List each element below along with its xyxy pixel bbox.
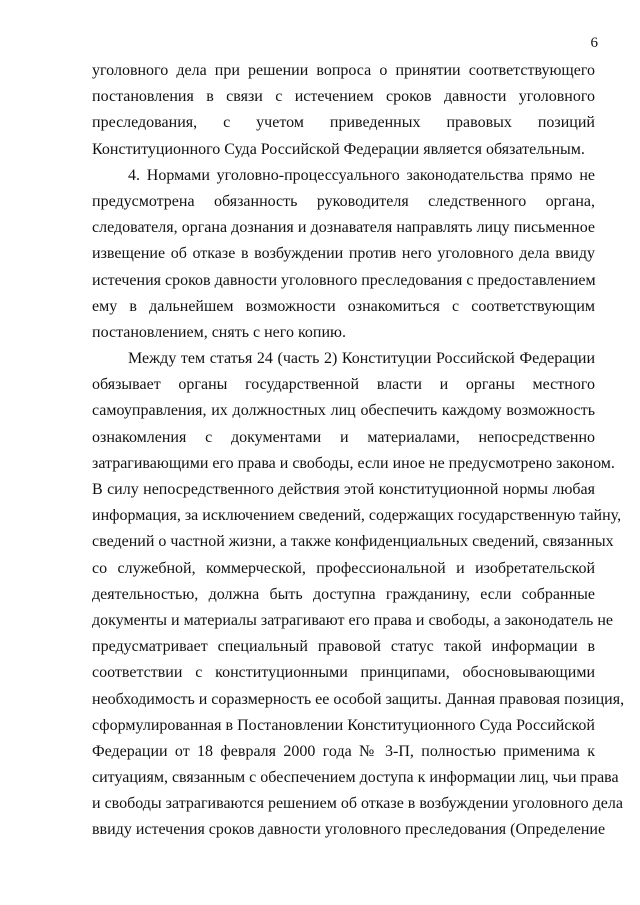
text-line: информация, за исключением сведений, содержащих государственную тайну, [92,507,622,525]
text-line: ситуациям, связанным с обеспечением доступа к информации лиц, чьи права [92,769,619,787]
text-line: предусмотрена обязанность руководителя следственного органа, [92,192,595,210]
text-line: Конституционного Суда Российской Федерации является обязательным. [92,140,585,158]
document-body [92,58,625,844]
text-line: со служебной, коммерческой, профессиональной и изобретательской [92,559,595,577]
text-line: сформулированная в Постановлении Конституционного Суда Российской [92,716,595,734]
text-line: ввиду истечения сроков давности уголовного преследования (Определение [92,821,606,839]
text-line: самоуправления, их должностных лиц обеспечить каждому возможность [92,402,595,420]
text-line: В силу непосредственного действия этой конституционной нормы любая [92,481,595,498]
text-line: обязывает органы государственной власти и органы местного [92,376,595,394]
text-line: извещение об отказе в возбуждении против него уголовного дела ввиду [92,245,595,263]
text-line: деятельностью, должна быть доступна гражданину, если собранные [92,585,595,603]
text-line: сведений о частной жизни, а также конфиденциальных сведений, связанных [92,533,614,551]
text-line: следователя, органа дознания и дознавателя направлять лицу письменное [92,219,595,237]
text-line: ему в дальнейшем возможности ознакомиться с соответствующим [92,297,595,315]
text-line: документы и материалы затрагивают его права и свободы, а законодатель не [92,611,614,629]
text-line: постановлением, снять с него копию. [92,323,346,341]
text-line: постановления в связи с истечением сроков давности уголовного [92,88,595,106]
text-line: затрагивающими его права и свободы, если иное не предусмотрено законом. [92,454,615,472]
text-line: уголовного дела при решении вопроса о принятии соответствующего [92,62,595,79]
text-line: предусматривает специальный правовой статус такой информации в [92,638,595,656]
text-line: Между тем статья 24 (часть 2) Конституции Российской Федерации [128,350,595,368]
page-number: 6 [590,35,598,51]
text-line: ознакомления с документами и материалами, непосредственно [92,428,595,446]
text-line: Федерации от 18 февраля 2000 года № 3-П, полностью применима к [92,742,595,760]
text-line: необходимость и соразмерность ее особой защиты. Данная правовая позиция, [92,690,625,708]
text-line: преследования, с учетом приведенных правовых позиций [92,114,595,132]
text-line: соответствии с конституционными принципами, обосновывающими [92,664,595,682]
text-line: 4. Нормами уголовно-процессуального законодательства прямо не [128,166,595,184]
text-line: и свободы затрагиваются решением об отказе в возбуждении уголовного дела [92,795,623,813]
text-line: истечения сроков давности уголовного преследования с предоставлением [92,271,596,289]
